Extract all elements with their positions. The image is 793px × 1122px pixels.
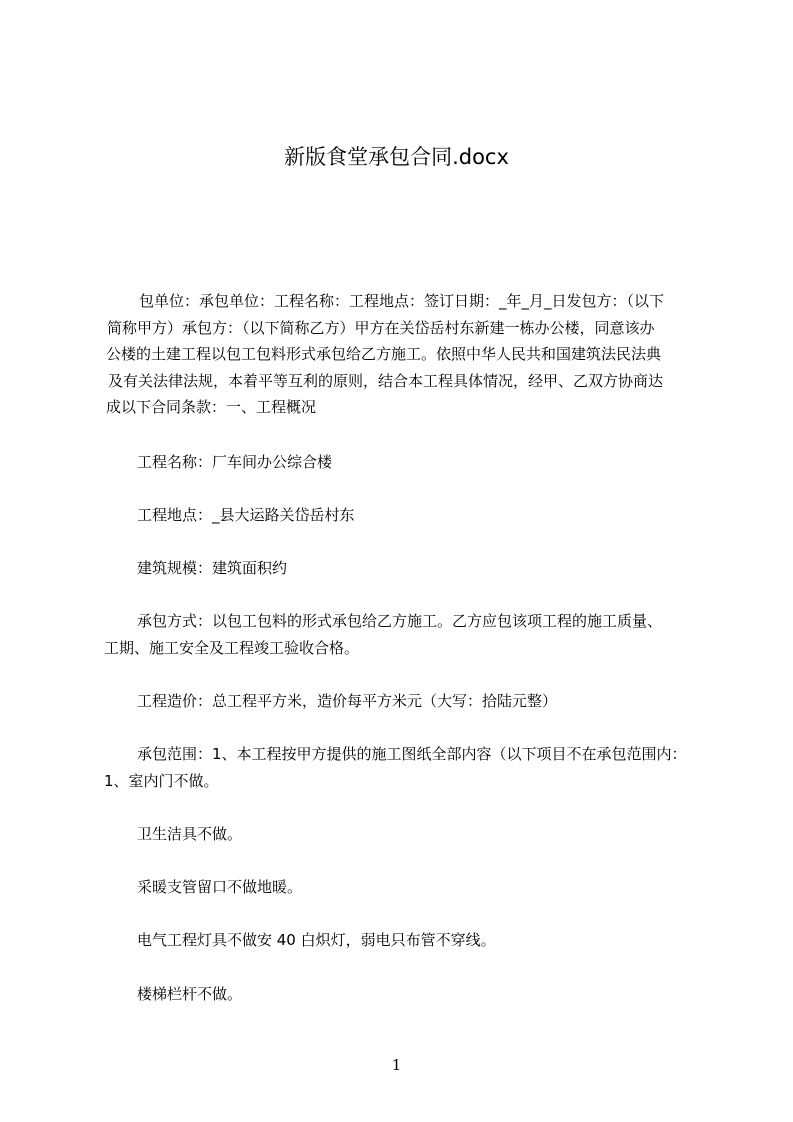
scope-paragraph	[104, 741, 687, 794]
stair-railing-paragraph	[137, 981, 242, 1008]
contract-method-line: 工期、施工安全及工程竣工验收合格。	[104, 638, 360, 657]
electrical-line: 电气工程灯具不做安 40 白炽灯，弱电只布管不穿线。	[137, 931, 496, 949]
heating-paragraph	[137, 874, 302, 901]
page-number: 1	[391, 1056, 402, 1074]
heating-line: 采暖支管留口不做地暖。	[137, 878, 303, 896]
sanitary-paragraph	[137, 821, 242, 848]
electrical-paragraph	[137, 927, 496, 954]
scope-line: 承包范围：1、本工程按甲方提供的施工图纸全部内容（以下项目不在承包范围内：	[137, 745, 687, 763]
project-cost-line: 工程造价：总工程平方米，造价每平方米元（大写：拾陆元整）	[137, 692, 558, 710]
building-scale-paragraph	[137, 555, 287, 582]
project-cost-paragraph	[137, 688, 557, 715]
intro-line: 成以下合同条款：一、工程概况	[106, 398, 317, 416]
project-location-line: 工程地点：_县大运路关岱岳村东	[137, 506, 355, 524]
scope-line: 1、室内门不做。	[104, 771, 219, 790]
project-name-line: 工程名称：厂车间办公综合楼	[137, 453, 333, 471]
intro-line: 包单位：承包单位：工程名称：工程地点：签订日期：_年_月_日发包方：（以下	[139, 292, 665, 310]
project-location-paragraph	[137, 502, 355, 529]
intro-line: 及有关法律法规，本着平等互利的原则，结合本工程具体情况，经甲、乙双方协商达	[108, 371, 664, 390]
contract-method-line: 承包方式：以包工包料的形式承包给乙方施工。乙方应包该项工程的施工质量、	[137, 612, 663, 630]
contract-method-paragraph	[104, 608, 662, 661]
intro-line: 公楼的土建工程以包工包料形式承包给乙方施工。依照中华人民共和国建筑法民法典	[106, 345, 662, 363]
document-title: 新版食堂承包合同.docx	[284, 145, 509, 169]
intro-line: 简称甲方）承包方：（以下简称乙方）甲方在关岱岳村东新建一栋办公楼，同意该办	[107, 318, 655, 337]
stair-railing-line: 楼梯栏杆不做。	[137, 985, 243, 1003]
intro-paragraph	[106, 288, 664, 421]
project-name-paragraph	[137, 449, 332, 476]
sanitary-line: 卫生洁具不做。	[137, 825, 243, 843]
building-scale-line: 建筑规模：建筑面积约	[137, 559, 288, 577]
